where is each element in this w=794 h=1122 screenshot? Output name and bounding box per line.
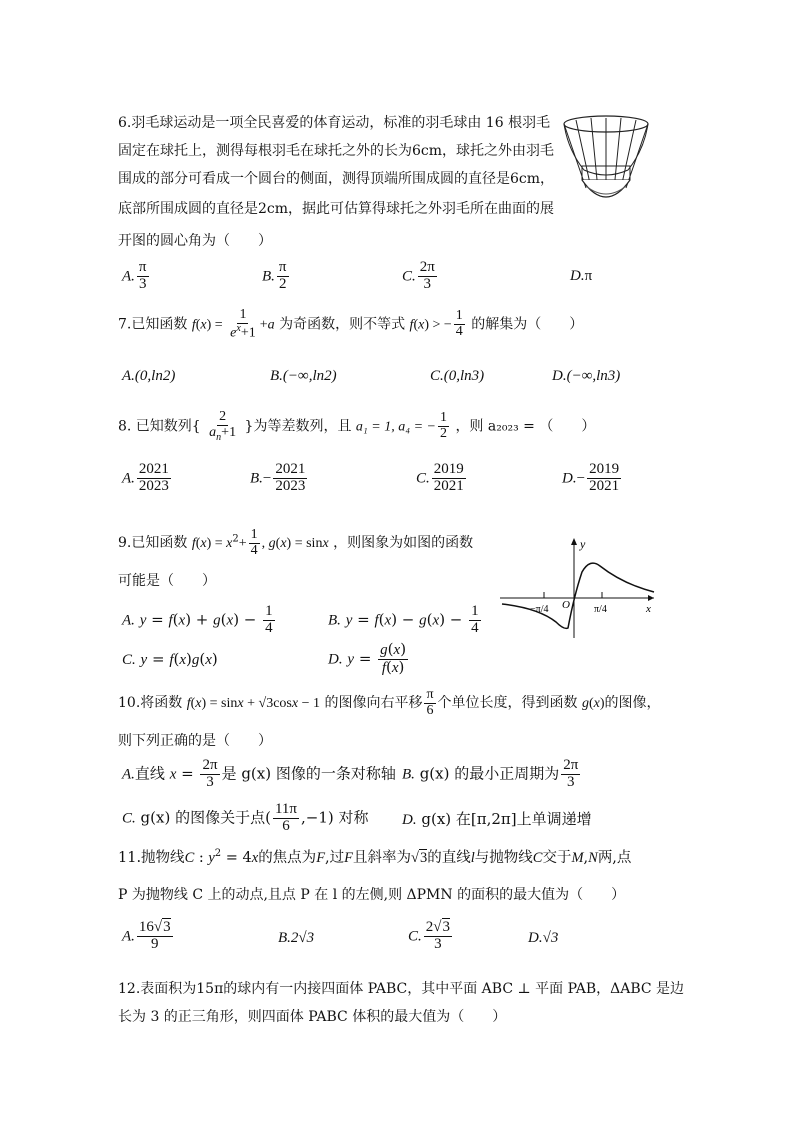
q8-option-a: A. $\frac{2021}{2023}$ [122,461,169,494]
q9-option-a: A. y = f(x) + g(x) − $\frac{1}{4}$ [122,603,273,636]
q6-line5: 开图的圆心角为（ ） [118,233,272,249]
graph-y-label: y [580,537,586,551]
q6-option-b: B. $\frac{\pi}{2}$ [262,259,287,292]
q6-line2: 固定在球托上，测得每根羽毛在球托之外的长为6cm，球托之外由羽毛 [118,143,555,159]
q10-option-b: B. g(x) 的最小正周期为 $\frac{2\pi}{3}$ [402,757,579,790]
q11-line2: P 为抛物线 C 上的动点,且点 P 在 l 的左侧,则 ΔPMN 的面积的最大值为（ ） [118,887,626,903]
q8-option-d: D.− $\frac{2019}{2021}$ [562,461,620,494]
q11-option-c: C. $\frac{2√3}{3}$ [408,919,450,952]
q9-line2: 可能是（ ） [118,573,216,589]
q6-line3: 围成的部分可看成一个圆台的侧面，测得顶端所围成圆的直径是6cm， [118,171,555,187]
q9-stem: 9.已知函数 $f(x) = x^2+$ $\frac{1}{4}$ , g(x) = sinx ，则图象为如图的函数 [118,527,474,558]
q11-option-d: D.√3 [528,930,559,946]
q7-option-d: D.(−∞,ln3) [552,368,621,384]
q10-option-a: A.直线 x = $\frac{2\pi}{3}$ 是 g(x) 图像的一条对称轴 [122,757,396,790]
q9-option-c: C. y = f(x)g(x) [122,650,218,668]
q6-line1: 6.羽毛球运动是一项全民喜爱的体育运动，标准的羽毛球由 16 根羽毛 [118,115,551,131]
q6-option-c: C. $\frac{2\pi}{3}$ [402,259,435,292]
function-graph [498,536,658,640]
q11-option-a: A. $\frac{16√3}{9}$ [122,919,171,952]
q8-stem: 8. 已知数列{ $\frac{2}{a_n+1}$ }为等差数列，且 a₁ = 1, a₄ = − $\frac{1}{2}$ ，则 a₂₀₂₃ = （ ） [118,409,596,443]
q9-option-d: D. y = $\frac{g(x)}{f(x)}$ [328,640,407,676]
graph-neg-label: −π/4 [530,604,549,615]
q10-line2: 则下列正确的是（ ） [118,733,272,749]
q8-option-c: C. $\frac{2019}{2021}$ [416,461,464,494]
q10-option-c: C. g(x) 的图像关于点( $\frac{11\pi}{6}$ ,−1) 对称 [122,801,369,834]
q6-option-d: D.π [570,268,593,284]
q10-stem: 10.将函数 f(x) = sinx + √3cosx − 1 的图像向右平移 $\frac{\pi}{6}$ 个单位长度，得到函数 g(x)的图像， [118,687,661,718]
q6-option-a: A. $\frac{\pi}{3}$ [122,259,147,292]
q6-line4: 底部所围成圆的直径是2cm，据此可估算得球托之外羽毛所在曲面的展 [118,201,555,217]
shuttlecock-image [556,110,656,220]
q9-option-b: B. y = f(x) − g(x) − $\frac{1}{4}$ [328,603,479,636]
q7-option-b: B.(−∞,ln2) [270,368,337,384]
graph-origin-label: O [562,599,570,611]
q12-line1: 12.表面积为15π的球内有一内接四面体 PABC，其中平面 ABC ⊥ 平面 PAB，ΔABC 是边 [118,981,685,997]
q12-line2: 长为 3 的正三角形，则四面体 PABC 体积的最大值为（ ） [118,1009,507,1025]
q7-option-a: A.(0,ln2) [122,368,176,384]
q7-option-c: C.(0,ln3) [430,368,485,384]
q7-stem: 7.已知函数 f(x) = $\frac{1}{e^x+1}$ +a 为奇函数，则不等式 f(x) > − $\frac{1}{4}$ 的解集为（ ） [118,307,584,341]
graph-x-label: x [646,603,651,615]
q8-option-b: B.− $\frac{2021}{2023}$ [250,461,306,494]
q10-option-d: D. g(x) 在[π,2π]上单调递增 [402,810,592,828]
graph-pos-label: π/4 [594,604,607,615]
q11-stem: 11.抛物线C : $y^2 = 4x$的焦点为F,过F且斜率为√3的直线l与抛物线C交于M,N两,点 [118,848,632,866]
q11-option-b: B.2√3 [278,930,315,946]
